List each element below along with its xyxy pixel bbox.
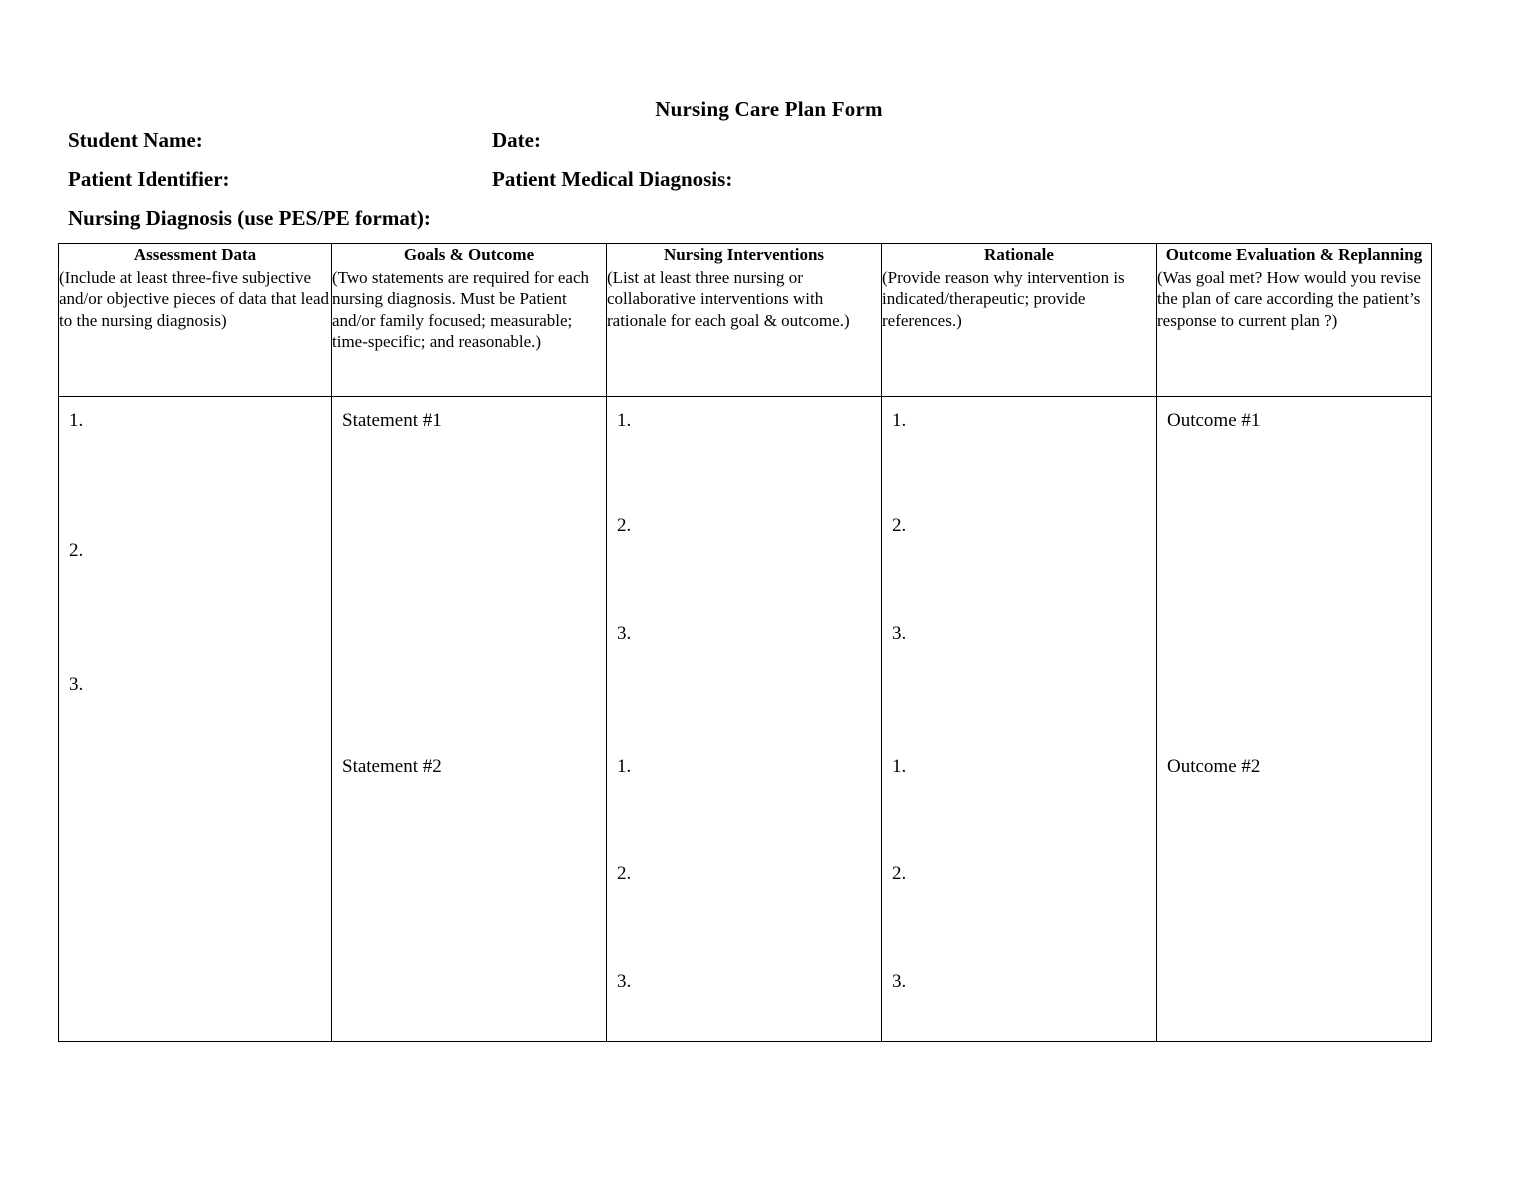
- rationale-item-2: 2.: [892, 515, 907, 536]
- field-row-patient: [68, 167, 1468, 192]
- assessment-item-2: 2.: [69, 540, 84, 561]
- column-header-title: Outcome Evaluation & Replanning: [1165, 245, 1423, 264]
- rationale-item-1: 1.: [892, 410, 907, 431]
- rationale-item-5: 2.: [892, 863, 907, 884]
- table-body-row: [59, 397, 1432, 1042]
- page-title: [0, 97, 1536, 122]
- rationale-item-4: 1.: [892, 756, 907, 777]
- field-row-nursing-diagnosis: [68, 206, 1468, 231]
- field-row-student: [68, 128, 1468, 153]
- date-label: Date:: [492, 128, 541, 152]
- column-header-outcome-evaluation: [1157, 244, 1432, 397]
- page-title-text: Nursing Care Plan Form: [655, 97, 883, 121]
- intervention-item-3: 3.: [617, 623, 632, 644]
- cell-outcome-evaluation[interactable]: [1157, 397, 1432, 1042]
- intervention-item-6: 3.: [617, 971, 632, 992]
- column-header-description: (Provide reason why intervention is indicated/therapeutic; provide references.): [882, 267, 1125, 330]
- assessment-item-3: 3.: [69, 674, 84, 695]
- column-header-nursing-interventions: [607, 244, 882, 397]
- outcome-item-2: Outcome #2: [1167, 756, 1261, 777]
- column-header-description: (Was goal met? How would you revise the plan of care according the patient’s response to current plan ?): [1157, 267, 1421, 330]
- nursing-diagnosis-label: Nursing Diagnosis (use PES/PE format):: [68, 206, 431, 230]
- cell-nursing-interventions[interactable]: [607, 397, 882, 1042]
- patient-identifier-label: Patient Identifier:: [68, 167, 230, 191]
- column-header-title: Nursing Interventions: [663, 245, 825, 264]
- column-header-description: (List at least three nursing or collaborative interventions with rationale for each goal & outcome.): [607, 267, 850, 330]
- cell-goals-outcome[interactable]: [332, 397, 607, 1042]
- student-name-label: Student Name:: [68, 128, 203, 152]
- cell-assessment-data[interactable]: [59, 397, 332, 1042]
- intervention-item-5: 2.: [617, 863, 632, 884]
- column-header-description: (Two statements are required for each nursing diagnosis. Must be Patient and/or family focused; measurable; time-specific; and reasonable.): [332, 267, 589, 351]
- column-header-rationale: [882, 244, 1157, 397]
- rationale-item-3: 3.: [892, 623, 907, 644]
- care-plan-table: [58, 243, 1432, 1042]
- outcome-item-1: Outcome #1: [1167, 410, 1261, 431]
- intervention-item-2: 2.: [617, 515, 632, 536]
- rationale-item-6: 3.: [892, 971, 907, 992]
- column-header-title: Assessment Data: [133, 245, 257, 264]
- column-header-goals-outcome: [332, 244, 607, 397]
- column-header-title: Goals & Outcome: [403, 245, 535, 264]
- patient-medical-diagnosis-label: Patient Medical Diagnosis:: [492, 167, 733, 191]
- intervention-item-4: 1.: [617, 756, 632, 777]
- column-header-description: (Include at least three-five subjective and/or objective pieces of data that lead to the nursing diagnosis): [59, 267, 329, 330]
- column-header-title: Rationale: [984, 245, 1054, 264]
- assessment-item-1: 1.: [69, 410, 84, 431]
- intervention-item-1: 1.: [617, 410, 632, 431]
- goal-statement-2: Statement #2: [342, 756, 442, 777]
- column-header-assessment-data: [59, 244, 332, 397]
- goal-statement-1: Statement #1: [342, 410, 442, 431]
- cell-rationale[interactable]: [882, 397, 1157, 1042]
- table-header-row: [59, 244, 1432, 397]
